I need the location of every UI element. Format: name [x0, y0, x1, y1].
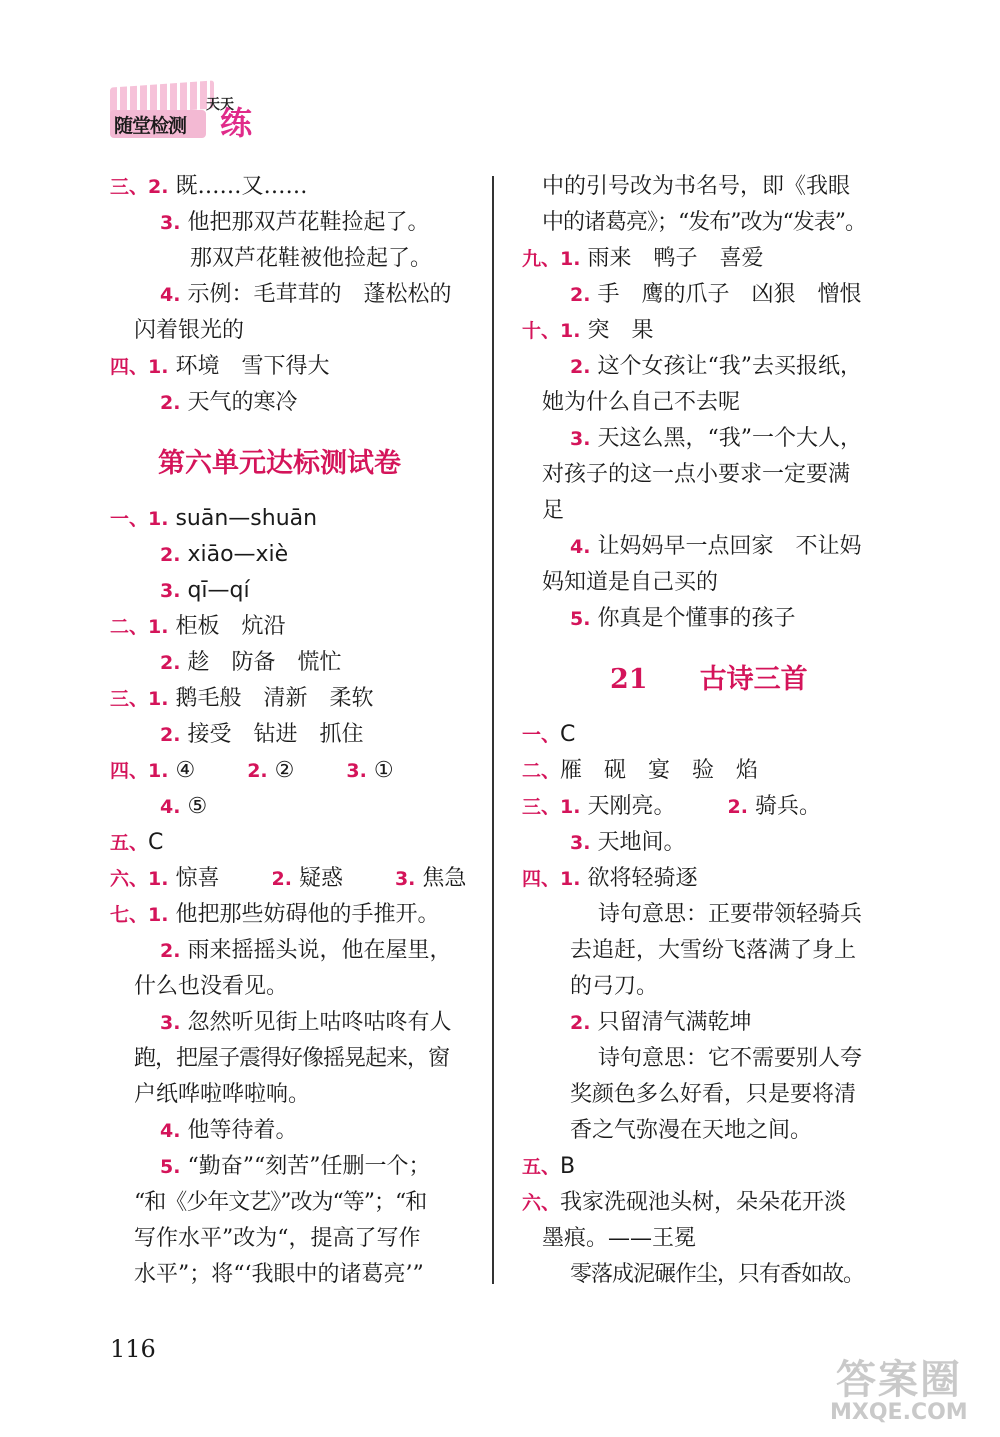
answer-line: 5. 你真是个懂事的孩子: [570, 606, 796, 631]
answer-line: 去追赶，大雪纷飞落满了身上: [570, 938, 857, 963]
answer-line: 五、C: [110, 830, 164, 855]
answer-line: 香之气弥漫在天地之间。: [570, 1118, 813, 1143]
answer-line: 户纸哗啦哗啦响。: [134, 1082, 311, 1107]
answer-line: 什么也没看见。: [134, 974, 289, 999]
watermark-url: MXQE.COM: [830, 1400, 968, 1425]
answer-line: 三、1. 天刚亮。 2. 骑兵。: [522, 794, 821, 819]
answer-line: 三、1. 鹅毛般 清新 柔软: [110, 686, 374, 711]
answer-line: 的弓刀。: [570, 974, 659, 999]
logo-accent-text: 练: [220, 104, 253, 142]
answer-line: 四、1. ④ 2. ② 3. ①: [110, 758, 394, 783]
answer-line: 3. qī—qí: [160, 578, 250, 603]
answer-line: 中的诸葛亮》；“发布”改为“发表”。: [542, 210, 866, 235]
answer-line: 三、2. 既……又……: [110, 174, 308, 199]
answer-line: 水平”；将“‘我眼中的诸葛亮’”: [134, 1262, 424, 1287]
answer-line: 四、1. 欲将轻骑逐: [522, 866, 698, 891]
answer-line: 七、1. 他把那些妨碍他的手推开。: [110, 902, 440, 927]
answer-line: 墨痕。——王冕: [542, 1226, 697, 1251]
answer-line: 2. xiāo—xiè: [160, 542, 289, 567]
answer-line: 写作水平”改为“，提高了写作: [134, 1226, 421, 1251]
series-logo: [110, 84, 253, 150]
answer-line: “和《少年文艺》”改为“等”；“和: [134, 1190, 427, 1215]
column-divider: [492, 176, 494, 1284]
logo-small-text: 天天: [206, 97, 234, 113]
logo-main-text: 随堂检测: [114, 115, 187, 137]
answer-line: 2. 只留清气满乾坤: [570, 1010, 752, 1035]
page-number: 116: [110, 1335, 156, 1363]
answer-line: 六、我家洗砚池头树，朵朵花开淡: [522, 1190, 847, 1215]
answer-line: 3. 忽然听见街上咕咚咕咚有人: [160, 1010, 452, 1035]
answer-line: 中的引号改为书名号，即《我眼: [542, 174, 851, 199]
section-title: [610, 660, 808, 700]
answer-line: 奖颜色多么好看，只是要将清: [570, 1082, 857, 1107]
section-title: 第六单元达标测试卷: [158, 448, 401, 479]
answer-line: 一、1. suān—shuān: [110, 506, 318, 531]
answer-line: 3. 天这么黑，“我”一个大人，: [570, 426, 862, 451]
answer-line: 2. 这个女孩让“我”去买报纸，: [570, 354, 862, 379]
answer-line: 2. 雨来摇摇头说，他在屋里，: [160, 938, 452, 963]
answer-line: 那双芦花鞋被他捡起了。: [190, 246, 433, 271]
answer-line: 跑，把屋子震得好像摇晃起来，窗: [134, 1046, 450, 1071]
section-title-text: 古诗三首: [699, 664, 808, 695]
answer-line: 足: [542, 498, 565, 523]
answer-line: 4. ⑤: [160, 794, 208, 819]
answer-line: 诗句意思：它不需要别人夸: [598, 1046, 863, 1071]
answer-line: 3. 他把那双芦花鞋捡起了。: [160, 210, 430, 235]
answer-line: 九、1. 雨来 鸭子 喜爱: [522, 246, 764, 271]
answer-line: 零落成泥碾作尘，只有香如故。: [570, 1262, 865, 1287]
answer-line: 诗句意思：正要带领轻骑兵: [598, 902, 863, 927]
answer-line: 2. 趁 防备 慌忙: [160, 650, 342, 675]
answer-line: 5. “勤奋”“刻苦”任删一个；: [160, 1154, 431, 1179]
answer-line: 四、1. 环境 雪下得大: [110, 354, 330, 379]
answer-line: 十、1. 突 果: [522, 318, 654, 343]
answer-line: 闪着银光的: [134, 318, 245, 343]
answer-line: 4. 让妈妈早一点回家 不让妈: [570, 534, 862, 559]
answer-line: 妈知道是自己买的: [542, 570, 719, 595]
answer-line: 五、B: [522, 1154, 576, 1179]
watermark-mark: 答案圈: [836, 1357, 962, 1403]
answer-line: 二、1. 柜板 炕沿: [110, 614, 286, 639]
answer-line: 对孩子的这一点小要求一定要满: [542, 462, 851, 487]
answer-line: 六、1. 惊喜 2. 疑惑 3. 焦急: [110, 866, 467, 891]
answer-line: 二、雁 砚 宴 验 焰: [522, 758, 759, 783]
answer-line: 3. 天地间。: [570, 830, 686, 855]
answer-line: 一、C: [522, 722, 576, 747]
answer-line: 4. 他等待着。: [160, 1118, 298, 1143]
watermark: [830, 1348, 980, 1428]
answer-line: 2. 天气的寒冷: [160, 390, 298, 415]
answer-line: 2. 接受 钻进 抓住: [160, 722, 364, 747]
answer-line: 4. 示例：毛茸茸的 蓬松松的: [160, 282, 452, 307]
answer-line: 她为什么自己不去呢: [542, 390, 741, 415]
answer-line: 2. 手 鹰的爪子 凶狠 憎恨: [570, 282, 862, 307]
section-number: 21: [610, 664, 648, 695]
